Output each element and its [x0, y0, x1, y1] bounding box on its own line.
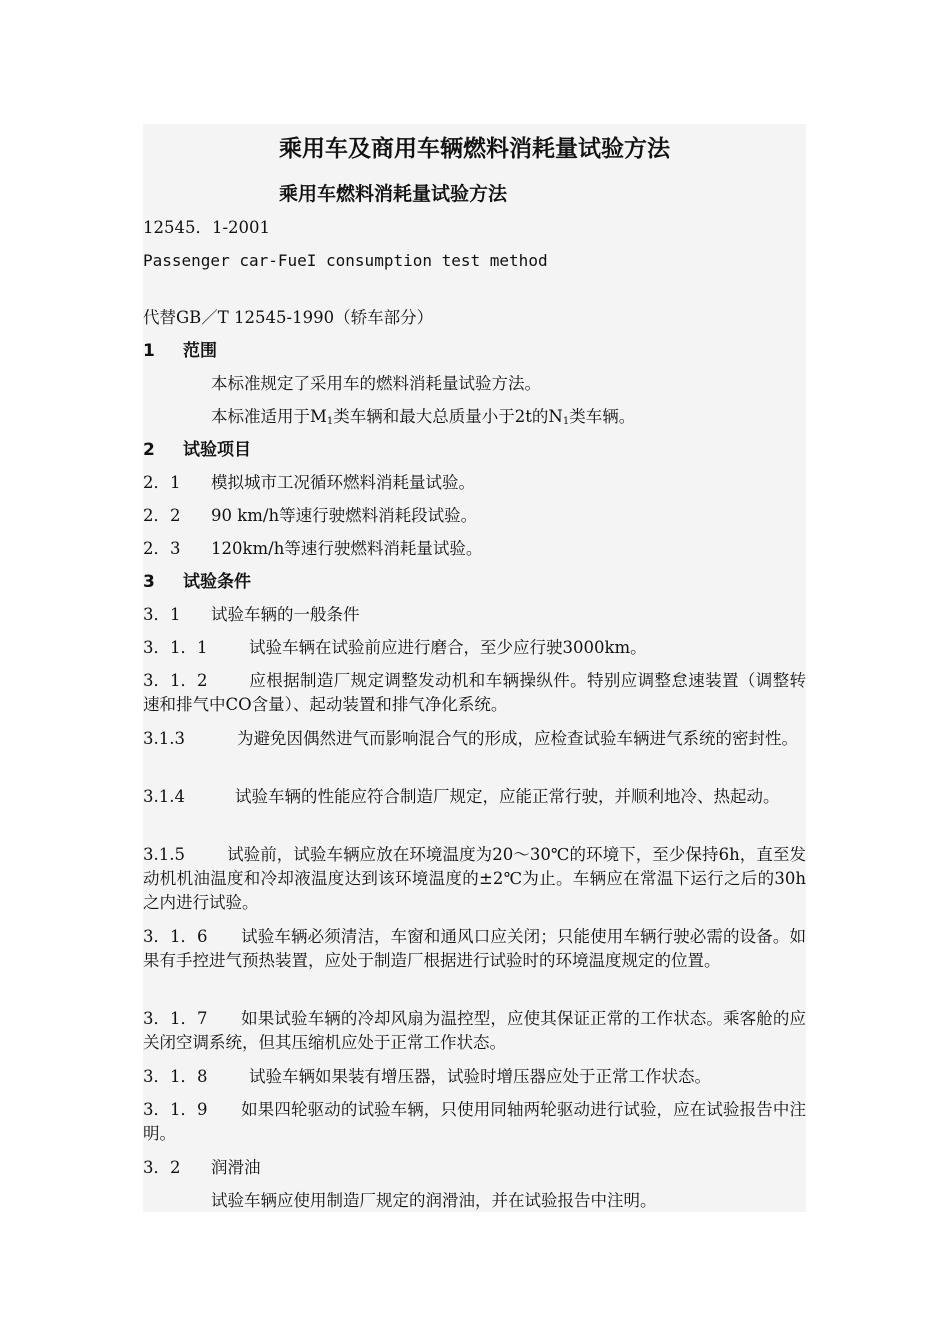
clause-number: 3．1．1 — [143, 638, 208, 657]
clause-text: 应根据制造厂规定调整发动机和车辆操纵件。特别应调整怠速装置（调整转速和排气中CO含量）、起动装置和排气净化系统。 — [143, 671, 806, 714]
clause-number: 3．1．8 — [143, 1067, 208, 1086]
clause — [143, 785, 806, 809]
clause — [143, 1065, 806, 1089]
subscript: 1 — [326, 416, 334, 427]
clause-text: 如果试验车辆的冷却风扇为温控型，应使其保证正常的工作状态。乘客舱的应关闭空调系统，但其压缩机应处于正常工作状态。 — [143, 1009, 806, 1052]
replaces-note: 代替GB／T 12545-1990（轿车部分） — [143, 308, 434, 327]
clause-number: 3．1．2 — [143, 671, 208, 690]
item-number: 3．1 — [143, 605, 181, 624]
item-number: 2．2 — [143, 506, 181, 525]
item-text: 120km/h等速行驶燃料消耗量试验。 — [211, 539, 483, 558]
paragraph: 本标准规定了采用车的燃料消耗量试验方法。 — [211, 374, 541, 393]
text-run: 本标准适用于M — [211, 407, 327, 426]
english-title: Passenger car-FueI consumption test method — [143, 251, 548, 270]
item-number: 3．2 — [143, 1158, 181, 1177]
doc-title: 乘用车及商用车辆燃料消耗量试验方法 — [279, 136, 670, 162]
section-title: 试验项目 — [183, 440, 251, 460]
section-number: 1 — [143, 341, 155, 361]
subscript: 1 — [562, 416, 570, 427]
section-title: 范围 — [183, 341, 217, 361]
subsection-heading — [143, 1156, 806, 1180]
clause — [143, 669, 806, 717]
section-heading — [143, 339, 806, 363]
section-heading — [143, 570, 806, 594]
list-item — [143, 504, 806, 528]
subsection-heading — [143, 603, 806, 627]
section-title: 试验条件 — [183, 572, 251, 592]
section-number: 2 — [143, 440, 155, 460]
clause — [143, 1098, 806, 1146]
clause-number: 3.1.5 — [143, 845, 185, 864]
clause-number: 3．1．9 — [143, 1100, 208, 1119]
clause-text: 试验车辆必须清洁，车窗和通风口应关闭；只能使用车辆行驶必需的设备。如果有手控进气预热装置，应处于制造厂根据进行试验时的环境温度规定的位置。 — [143, 927, 806, 970]
item-text: 90 km/h等速行驶燃料消耗段试验。 — [211, 506, 478, 525]
clause — [143, 843, 806, 915]
clause-number: 3.1.4 — [143, 787, 185, 806]
clause-text: 试验车辆的性能应符合制造厂规定，应能正常行驶，并顺利地冷、热起动。 — [235, 787, 780, 806]
standard-number: 12545．1-2001 — [143, 218, 271, 237]
clause-text: 试验车辆在试验前应进行磨合，至少应行驶3000km。 — [249, 638, 647, 657]
section-heading — [143, 438, 806, 462]
doc-subtitle: 乘用车燃料消耗量试验方法 — [279, 183, 508, 205]
clause — [143, 727, 806, 751]
clause-number: 3．1．6 — [143, 927, 208, 946]
text-run: 类车辆。 — [569, 407, 636, 426]
item-number: 2．3 — [143, 539, 181, 558]
clause-text: 试验车辆如果装有增压器，试验时增压器应处于正常工作状态。 — [249, 1067, 711, 1086]
clause — [143, 636, 806, 660]
clause — [143, 1007, 806, 1055]
paragraph: 试验车辆应使用制造厂规定的润滑油，并在试验报告中注明。 — [211, 1191, 657, 1210]
clause-text: 为避免因偶然进气而影响混合气的形成，应检查试验车辆进气系统的密封性。 — [237, 729, 798, 748]
clause-text: 如果四轮驱动的试验车辆，只使用同轴两轮驱动进行试验，应在试验报告中注明。 — [143, 1100, 806, 1143]
clause — [143, 925, 806, 973]
list-item — [143, 471, 806, 495]
item-text: 模拟城市工况循环燃料消耗量试验。 — [211, 473, 475, 492]
list-item — [143, 537, 806, 561]
item-text: 试验车辆的一般条件 — [211, 605, 360, 624]
text-run: 类车辆和最大总质量小于2t的N — [333, 407, 563, 426]
section-number: 3 — [143, 572, 155, 592]
item-number: 2．1 — [143, 473, 181, 492]
clause-text: 试验前，试验车辆应放在环境温度为20～30℃的环境下，至少保持6h，直至发动机机油温度和冷却液温度达到该环境温度的±2℃为止。车辆应在常温下运行之后的30h之内进行试验。 — [143, 845, 806, 912]
clause-number: 3.1.3 — [143, 729, 185, 748]
paragraph — [143, 405, 806, 429]
item-text: 润滑油 — [211, 1158, 261, 1177]
clause-number: 3．1．7 — [143, 1009, 208, 1028]
